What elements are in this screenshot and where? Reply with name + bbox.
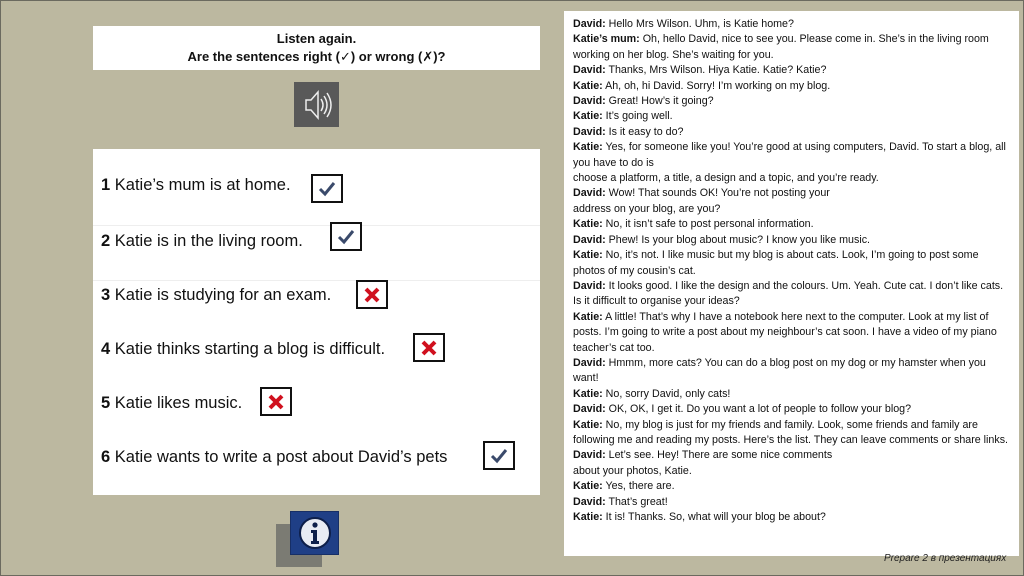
speech-text: Is it easy to do? [605,125,684,138]
speech-text: No, my blog is just for my friends and family. Look, some friends and family are following me and reading my posts. Here’s the list. They can leave comments or share links. [573,418,1009,446]
transcript-line [573,387,1010,402]
instructions-box [93,26,540,70]
speaker-icon [302,88,332,122]
question-number: 5 [101,394,111,412]
speaker-label: Katie: [573,511,603,523]
speaker-label: Katie: [573,218,603,231]
speech-text: address on your blog, are you? [573,202,721,215]
transcript-line [573,109,1010,124]
transcript-line [573,233,1010,248]
speech-text: Great! How’s it going? [605,95,714,108]
question-text: Katie wants to write a post about David’s pets [114,448,448,466]
speech-text: No, sorry David, only cats! [602,387,731,400]
instructions-line-2: Are the sentences right (✓) or wrong (✗)? [187,49,446,64]
answer-box-2[interactable] [330,222,362,251]
speaker-label: David: [573,64,606,77]
answer-box-6[interactable] [483,441,515,470]
question-number: 2 [101,232,111,250]
transcript-line [573,94,1010,109]
question-6 [101,448,447,467]
question-3 [101,286,331,305]
speaker-label: David: [573,187,606,200]
question-2 [101,232,303,251]
transcript-line [573,310,1010,356]
transcript-line [573,464,1010,479]
answer-box-5[interactable] [260,387,292,416]
transcript-line [573,171,1010,186]
transcript-line [573,140,1010,171]
speech-text: It is! Thanks. So, what will your blog be about? [602,511,826,523]
speaker-label: Katie: [573,249,603,262]
transcript-line [573,202,1010,217]
question-number: 4 [101,340,111,358]
transcript-line [573,63,1010,78]
checkmark-icon [336,228,356,246]
transcript-line [573,217,1010,232]
checkmark-icon [317,180,337,198]
question-text: Katie’s mum is at home. [114,176,291,194]
speech-text: It looks good. I like the design and the colours. Um. Yeah. Cute cat. I don’t like cats. Is it difficult to organise your ideas? [573,279,1004,308]
question-number: 6 [101,448,111,466]
question-text: Katie likes music. [114,394,243,412]
divider [93,225,540,226]
speech-text: Oh, hello David, nice to see you. Please come in. She’s in the living room working on her blog. She’s waiting for you. [573,33,989,61]
audio-play-button[interactable] [294,82,339,127]
instructions-line-1: Listen again. [276,31,357,46]
transcript-line [573,125,1010,140]
speech-text: about your photos, Katie. [573,464,692,477]
speaker-label: David: [573,233,606,246]
info-icon [298,516,332,550]
transcript-line [573,356,1010,387]
speaker-label: Katie: [573,480,603,493]
speech-text: Yes, for someone like you! You’re good at using computers, David. To start a blog, all you have to do is [573,141,1006,169]
question-5 [101,394,242,413]
transcript-line [573,495,1010,510]
speaker-label: David: [573,125,606,138]
speaker-label: David: [573,18,606,30]
speech-text: OK, OK, I get it. Do you want a lot of people to follow your blog? [605,403,912,416]
speech-text: Hello Mrs Wilson. Uhm, is Katie home? [605,18,794,30]
transcript-line [573,448,1010,463]
speech-text: Hmmm, more cats? You can do a blog post on my dog or my hamster when you want! [573,356,986,385]
transcript-line [573,402,1010,417]
speaker-label: Katie: [573,79,603,92]
question-1 [101,176,291,195]
transcript-line [573,510,1010,525]
question-text: Katie is in the living room. [114,232,303,250]
transcript-line [573,186,1010,201]
speech-text: No, it’s not. I like music but my blog is about cats. Look, I’m going to post some photos of my cousin’s cat. [573,249,979,277]
speech-text: It’s going well. [602,110,673,123]
speech-text: Phew! Is your blog about music? I know you like music. [605,233,871,246]
question-text: Katie thinks starting a blog is difficult. [114,340,386,358]
questions-panel [93,149,540,495]
speech-text: Wow! That sounds OK! You’re not posting your [605,187,830,200]
answer-box-1[interactable] [311,174,343,203]
speech-text: No, it isn’t safe to post personal information. [602,218,814,231]
transcript-line [573,17,1010,32]
cross-icon [420,339,438,357]
speaker-label: David: [573,495,606,508]
cross-icon [267,393,285,411]
transcript-line [573,248,1010,279]
question-text: Katie is studying for an exam. [114,286,332,304]
speech-text: That’s great! [605,495,668,508]
speaker-label: Katie: [573,418,603,431]
speaker-label: David: [573,403,606,416]
answer-box-4[interactable] [413,333,445,362]
transcript-line [573,79,1010,94]
transcript-panel [564,11,1019,556]
answer-box-3[interactable] [356,280,388,309]
speaker-label: David: [573,449,606,462]
speech-text: Yes, there are. [602,480,675,493]
speaker-label: Katie’s mum: [573,33,640,46]
speaker-label: David: [573,95,606,108]
question-number: 1 [101,176,111,194]
speech-text: Thanks, Mrs Wilson. Hiya Katie. Katie? Katie? [605,64,827,77]
speaker-label: David: [573,279,606,292]
speaker-label: Katie: [573,141,603,154]
speaker-label: Katie: [573,310,603,323]
speech-text: A little! That’s why I have a notebook here next to the computer. Look at my list of posts. I’m going to write a post about my neighbour’s cat soon. I have a video of my piano teacher’s cat too. [573,310,997,354]
transcript-line [573,279,1010,310]
checkmark-icon [489,447,509,465]
speech-text: Let’s see. Hey! There are some nice comments [605,449,833,462]
divider [93,280,540,281]
transcript-line [573,418,1010,449]
speech-text: choose a platform, a title, a design and a topic, and you’re ready. [573,172,879,185]
speaker-label: Katie: [573,387,603,400]
transcript-line [573,32,1010,63]
question-number: 3 [101,286,111,304]
transcript-line [573,479,1010,494]
question-4 [101,340,385,359]
speech-text: Ah, oh, hi David. Sorry! I’m working on my blog. [602,79,831,92]
speaker-label: David: [573,356,606,369]
cross-icon [363,286,381,304]
footer-caption: Prepare 2 в презентациях [884,553,1007,564]
speaker-label: Katie: [573,110,603,123]
info-button[interactable] [290,511,339,555]
